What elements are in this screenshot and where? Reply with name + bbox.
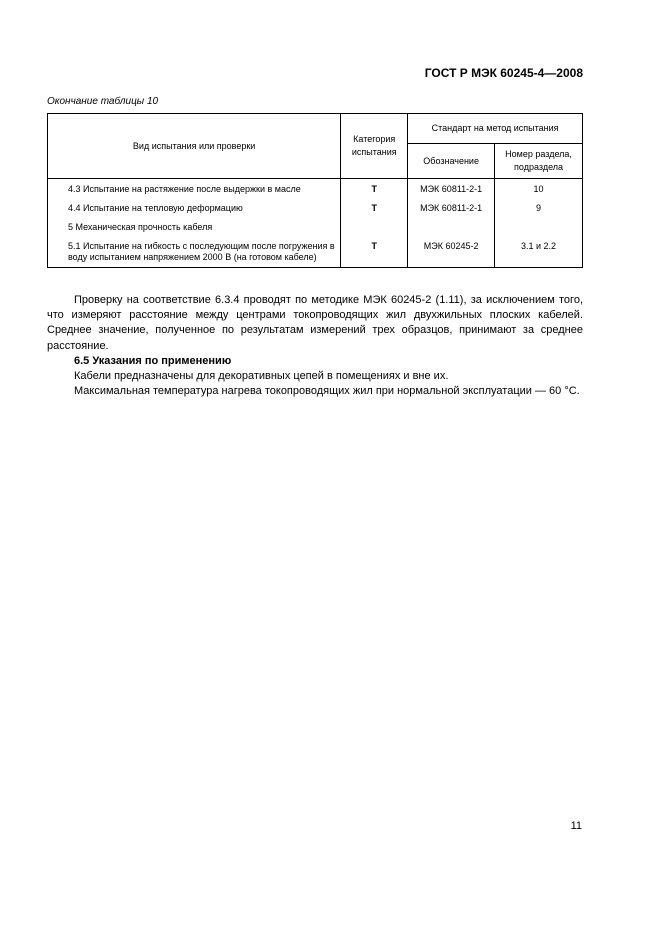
row-test: 4.4 Испытание на тепловую деформацию	[48, 200, 341, 219]
row-section: 3.1 и 2.2	[495, 238, 583, 268]
row-category: Т	[341, 238, 408, 268]
paragraph: Максимальная температура нагрева токопроводящих жил при нормальной эксплуатации — 60 °С.	[74, 385, 580, 398]
row-designation: МЭК 60811-2-1	[408, 179, 495, 201]
table-row	[48, 179, 583, 201]
row-designation: МЭК 60811-2-1	[408, 200, 495, 219]
row-designation: МЭК 60245-2	[408, 238, 495, 268]
row-designation	[408, 219, 495, 238]
table-row	[48, 200, 583, 219]
header-section: Номер раздела, подраздела	[495, 144, 583, 179]
page-number: 11	[570, 820, 582, 832]
paragraph: Кабели предназначены для декоративных цепей в помещениях и вне их.	[74, 370, 449, 383]
body-text	[47, 293, 583, 399]
row-category: Т	[341, 200, 408, 219]
table-row	[48, 219, 583, 238]
table-row	[48, 238, 583, 268]
row-section: 9	[495, 200, 583, 219]
header-test-type: Вид испытания или проверки	[48, 114, 341, 179]
header-designation: Обозначение	[408, 144, 495, 179]
row-category: Т	[341, 179, 408, 201]
header-standard: Стандарт на метод испытания	[408, 114, 583, 144]
row-test: 5.1 Испытание на гибкость с последующим после погружения в воду испытанием напряжением 2000 В (на готовом кабеле)	[48, 238, 341, 268]
header-category: Категория испытания	[341, 114, 408, 179]
paragraph: Проверку на соответствие 6.3.4 проводят по методике МЭК 60245-2 (1.11), за исключением того, что измеряют расстояние между центрами токопроводящих жил двухжильных плоских кабелей. Среднее значение, полученное по результатам измерений трех образцов, принимают за среднее расстояние.	[47, 294, 583, 352]
row-category	[341, 219, 408, 238]
row-test: 5 Механическая прочность кабеля	[48, 219, 341, 238]
document-code: ГОСТ Р МЭК 60245-4—2008	[424, 66, 583, 80]
row-section	[495, 219, 583, 238]
row-test: 4.3 Испытание на растяжение после выдержки в масле	[48, 179, 341, 201]
table-caption: Окончание таблицы 10	[47, 96, 159, 107]
test-table	[47, 113, 583, 268]
row-section: 10	[495, 179, 583, 201]
section-heading: 6.5 Указания по применению	[74, 354, 232, 367]
